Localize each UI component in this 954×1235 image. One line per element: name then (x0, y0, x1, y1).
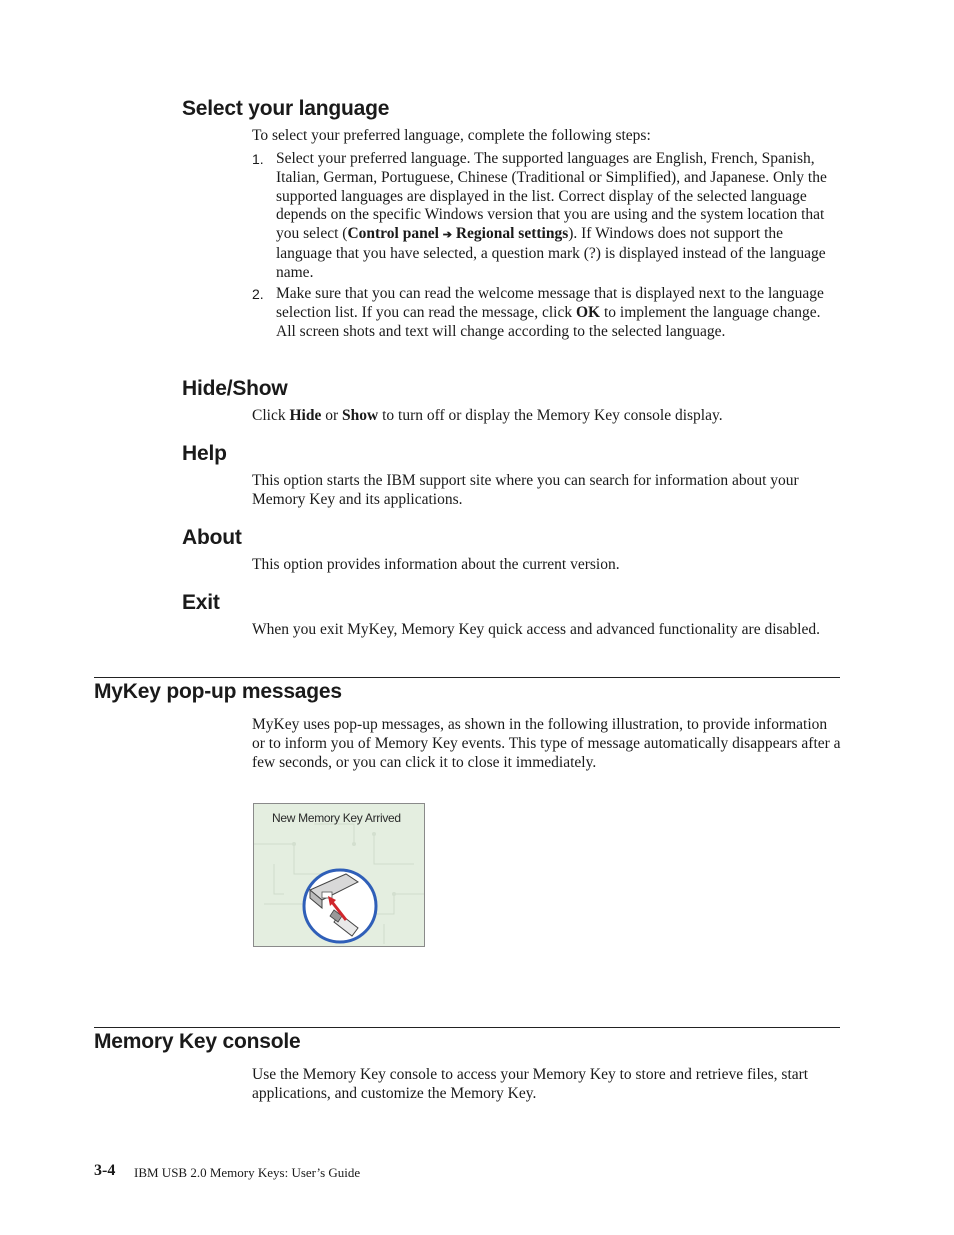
page-number: 3-4 (94, 1162, 116, 1179)
heading-hide-show: Hide/Show (182, 377, 288, 400)
popup-illustration (253, 803, 425, 947)
step-number: 1. (252, 151, 264, 167)
section-divider (94, 677, 840, 678)
regional-settings-label: Regional settings (455, 225, 569, 243)
heading-about: About (182, 526, 242, 549)
step-1 (252, 150, 842, 283)
arrow-right-icon: ➔ (442, 229, 452, 242)
heading-select-language: Select your language (182, 97, 390, 120)
heading-memory-key-console: Memory Key console (94, 1030, 301, 1053)
hide-show-body: Click Hide or Show to turn off or display the Memory Key console display. (252, 407, 723, 424)
step-2 (252, 285, 842, 341)
step-text: Select your preferred language. The supported languages are English, French, Spanish, Italian, German, Portuguese, Chinese (Traditional or Simplified), and Japanese. Only the supported languages are displayed in the list. Correct display of the selected language depends on the specific Windows version that you are using and the system location that you select (Control panel ➔ Regional settings). If Windows does not support the language that you have selected, a question mark (?) is displayed instead of the language name. (276, 150, 827, 281)
document-title: IBM USB 2.0 Memory Keys: User’s Guide (134, 1165, 361, 1180)
popup-body: MyKey uses pop-up messages, as shown in the following illustration, to provide information or to inform you of Memory Key events. This type of message automatically disappears after a few seconds, or you can click it to close it immediately. (252, 716, 841, 771)
help-body: This option starts the IBM support site where you can search for information about your Memory Key and its applications. (252, 472, 799, 508)
heading-help: Help (182, 442, 227, 465)
heading-exit: Exit (182, 591, 220, 614)
control-panel-label: Control panel (347, 225, 439, 243)
step-number: 2. (252, 286, 264, 302)
step-text: Make sure that you can read the welcome message that is displayed next to the language selection list. If you can read the message, click OK to implement the language change. All screen shots and text will change according to the selected language. (276, 285, 824, 340)
heading-popup-messages: MyKey pop-up messages (94, 680, 342, 703)
circuit-board-graphic (254, 804, 424, 946)
select-language-intro: To select your preferred language, complete the following steps: (252, 127, 651, 144)
console-body: Use the Memory Key console to access your Memory Key to store and retrieve files, start applications, and customize the Memory Key. (252, 1066, 809, 1102)
show-label: Show (342, 407, 379, 424)
ok-label: OK (576, 303, 601, 321)
popup-caption: New Memory Key Arrived (272, 811, 401, 825)
hide-label: Hide (289, 407, 322, 424)
section-divider (94, 1027, 840, 1028)
exit-body: When you exit MyKey, Memory Key quick access and advanced functionality are disabled. (252, 621, 820, 638)
about-body: This option provides information about the current version. (252, 556, 620, 573)
